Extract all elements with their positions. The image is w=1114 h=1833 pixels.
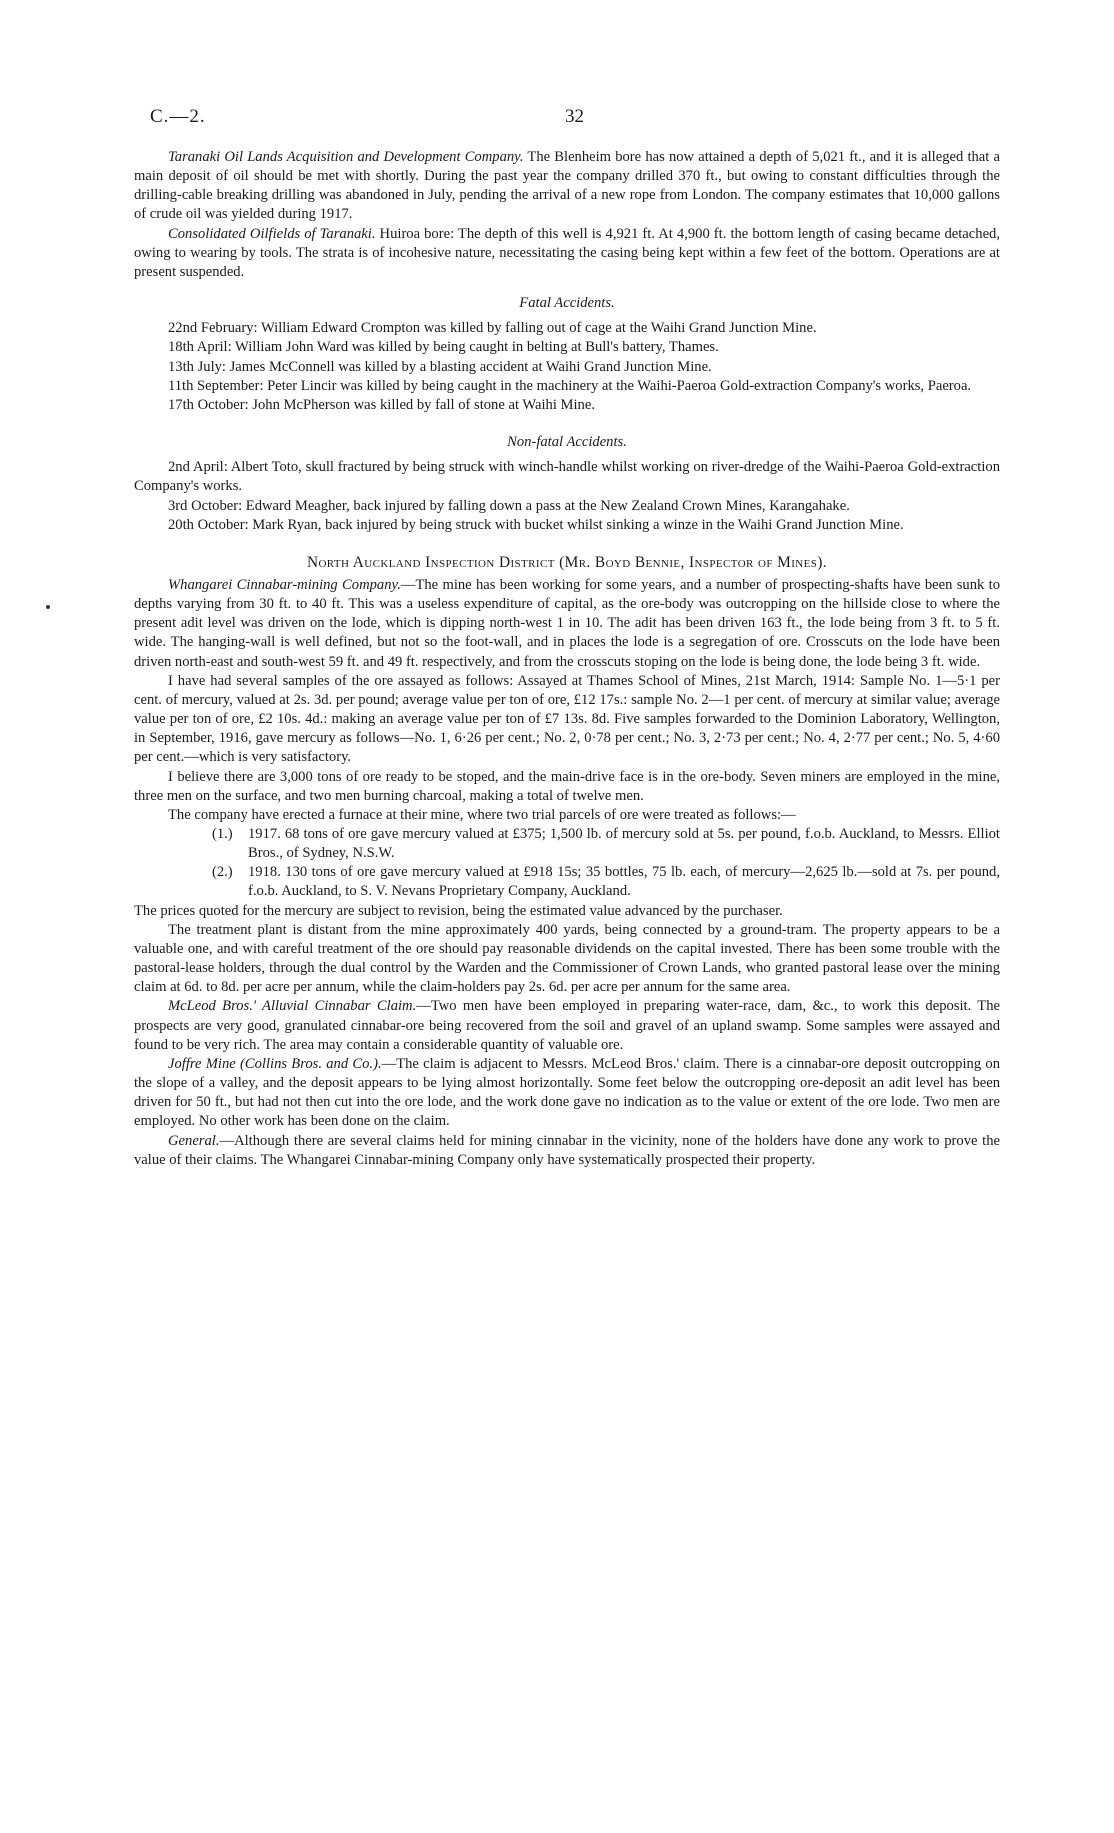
plant-paragraph: The treatment plant is distant from the mine approximately 400 yards, being connected by a ground-tram. The property appears to be a valuable one, and with careful treatment of the ore should pay reasonable dividends on the capital invested. There has been some trouble with the pastoral-lease holders, through the dual control by the Warden and the Commissioner of Crown Lands, who granted pastoral lease over the mining claim at 6d. to 8d. per acre per annum, while the claim-holders pay 2s. 6d. per acre per annum for the same area.	[134, 921, 1000, 996]
taranaki-paragraph	[134, 148, 1000, 225]
fatal-item: 22nd February: William Edward Crompton was killed by falling out of cage at the Waihi Grand Junction Mine.	[168, 320, 817, 337]
joffre-paragraph	[134, 1055, 1000, 1132]
nonfatal-item: 20th October: Mark Ryan, back injured by being struck with bucket whilst sinking a winze in the Waihi Grand Junction Mine.	[168, 516, 904, 533]
general-paragraph	[134, 1132, 1000, 1170]
district-heading: North Auckland Inspection District (Mr. Boyd Bennie, Inspector of Mines).	[306, 553, 828, 571]
trial-parcel-item	[212, 863, 1000, 901]
nonfatal-item: 2nd April: Albert Toto, skull fractured by being struck with winch-handle whilst working on river-dredge of the Waihi-Paeroa Gold-extraction Company's works.	[134, 459, 1000, 495]
list-text: 1917. 68 tons of ore gave mercury valued at £375; 1,500 lb. of mercury sold at 5s. per pound, f.o.b. Auckland, to Messrs. Elliot Bros., of Sydney, N.S.W.	[248, 826, 1000, 862]
margin-speck	[46, 605, 50, 609]
nonfatal-accidents-heading: Non-fatal Accidents.	[507, 434, 627, 451]
general-title: General.	[168, 1132, 220, 1149]
trial-parcel-item	[212, 825, 1000, 863]
mcleod-title: McLeod Bros.' Alluvial Cinnabar Claim.	[168, 998, 417, 1015]
general-text: —Although there are several claims held for mining cinnabar in the vicinity, none of the holders have done any work to prove the value of their claims. The Whangarei Cinnabar-mining Company only have systematically prospected their property.	[134, 1132, 1000, 1168]
list-label: (1.)	[212, 826, 233, 842]
fatal-item: 11th September: Peter Lincir was killed by being caught in the machinery at the Waihi-Paeroa Gold-extraction Company's works, Paeroa.	[168, 377, 972, 394]
tons-paragraph: I believe there are 3,000 tons of ore ready to be stoped, and the main-drive face is in the ore-body. Seven miners are employed in the mine, three men on the surface, and two men burning charcoal, making a total of twelve men.	[134, 768, 1000, 804]
page-body	[134, 148, 1000, 1170]
taranaki-title: Taranaki Oil Lands Acquisition and Development Company.	[168, 149, 524, 165]
consolidated-paragraph	[134, 225, 1000, 282]
list-text: 1918. 130 tons of ore gave mercury valued at £918 15s; 35 bottles, 75 lb. each, of mercury—2,625 lb.—sold at 7s. per pound, f.o.b. Auckland, to S. V. Nevans Proprietary Company, Auckland.	[248, 864, 1000, 900]
fatal-item: 17th October: John McPherson was killed by fall of stone at Waihi Mine.	[168, 396, 595, 413]
list-label: (2.)	[212, 864, 233, 881]
joffre-text: —The claim is adjacent to Messrs. McLeod Bros.' claim. There is a cinnabar-ore deposit outcropping on the slope of a valley, and the deposit appears to be lying almost horizontally. Some feet below the outcropping ore-deposit an adit level has been driven for 50 ft., but had not then cut into the ore lode, and the work done gave no indication as to the value or extent of the ore lode. Two men are employed. No other work has been done on the claim.	[134, 1055, 1000, 1130]
samples-paragraph: I have had several samples of the ore assayed as follows: Assayed at Thames School of Mines, 21st March, 1914: Sample No. 1—5·1 per cent. of mercury, valued at 2s. 3d. per pound; average value per ton of ore, £12 17s.: sample No. 2—1 per cent. of mercury at similar value; average value per ton of ore, £2 10s. 4d.: making an average value per ton of £7 13s. 8d. Five samples forwarded to the Dominion Laboratory, Wellington, in September, 1916, gave mercury as follows—No. 1, 6·26 per cent.; No. 2, 0·78 per cent.; No. 3, 2·73 per cent.; No. 4, 2·77 per cent.; No. 5, 4·60 per cent.—which is very satisfactory.	[134, 672, 1000, 766]
furnace-paragraph: The company have erected a furnace at their mine, where two trial parcels of ore were treated as follows:—	[168, 806, 796, 823]
consolidated-title: Consolidated Oilfields of Taranaki.	[168, 225, 376, 242]
prices-paragraph: The prices quoted for the mercury are subject to revision, being the estimated value advanced by the purchaser.	[134, 902, 783, 919]
nonfatal-item: 3rd October: Edward Meagher, back injured by falling down a pass at the New Zealand Crown Mines, Karangahake.	[168, 497, 850, 514]
page-header	[150, 106, 1000, 136]
fatal-accidents-heading: Fatal Accidents.	[519, 295, 615, 312]
document-reference: C.—2.	[150, 106, 206, 127]
joffre-title: Joffre Mine (Collins Bros. and Co.).	[168, 1055, 382, 1072]
whangarei-title: Whangarei Cinnabar-mining Company.	[168, 576, 401, 593]
fatal-item: 13th July: James McConnell was killed by a blasting accident at Waihi Grand Junction Mine.	[168, 358, 712, 375]
whangarei-paragraph	[134, 576, 1000, 672]
whangarei-text: —The mine has been working for some years, and a number of prospecting-shafts have been sunk to depths varying from 30 ft. to 40 ft. This was a useless expenditure of capital, as the ore-body was outcropping on the hillside close to where the present adit level was driven on the lode, which is dipping north-west 1 in 10. The adit has been driven 163 ft., the lode being from 3 ft. to 5 ft. wide. The hanging-wall is well defined, but not so the foot-wall, and in places the lode is a segregation of ore. Crosscuts on the lode have been driven north-east and south-west 59 ft. and 49 ft. respectively, and from the crosscuts stoping on the lode is being done, the lode being 3 ft. wide.	[134, 576, 1000, 670]
taranaki-text: The Blenheim bore has now attained a depth of 5,021 ft., and it is alleged that a main deposit of oil should be met with shortly. During the past year the company drilled 370 ft., but owing to constant difficulties through the drilling-cable breaking drilling was abandoned in July, pending the arrival of a new rope from London. The company estimates that 10,000 gallons of crude oil was yielded during 1917.	[134, 149, 1000, 223]
fatal-item: 18th April: William John Ward was killed by being caught in belting at Bull's battery, Thames.	[168, 339, 719, 356]
mcleod-paragraph	[134, 997, 1000, 1054]
page-number: 32	[565, 106, 584, 127]
mcleod-text: —Two men have been employed in preparing water-race, dam, &c., to work this deposit. The prospects are very good, granulated cinnabar-ore being recovered from the soil and gravel of an upland swamp. Some samples were assayed and found to be very rich. The area may contain a considerable quantity of valuable ore.	[134, 998, 1000, 1053]
consolidated-text: Huiroa bore: The depth of this well is 4,921 ft. At 4,900 ft. the bottom length of casing became detached, owing to wearing by tools. The strata is of incohesive nature, necessitating the casing being kept within a few feet of the bottom. Operations are at present suspended.	[134, 225, 1000, 280]
